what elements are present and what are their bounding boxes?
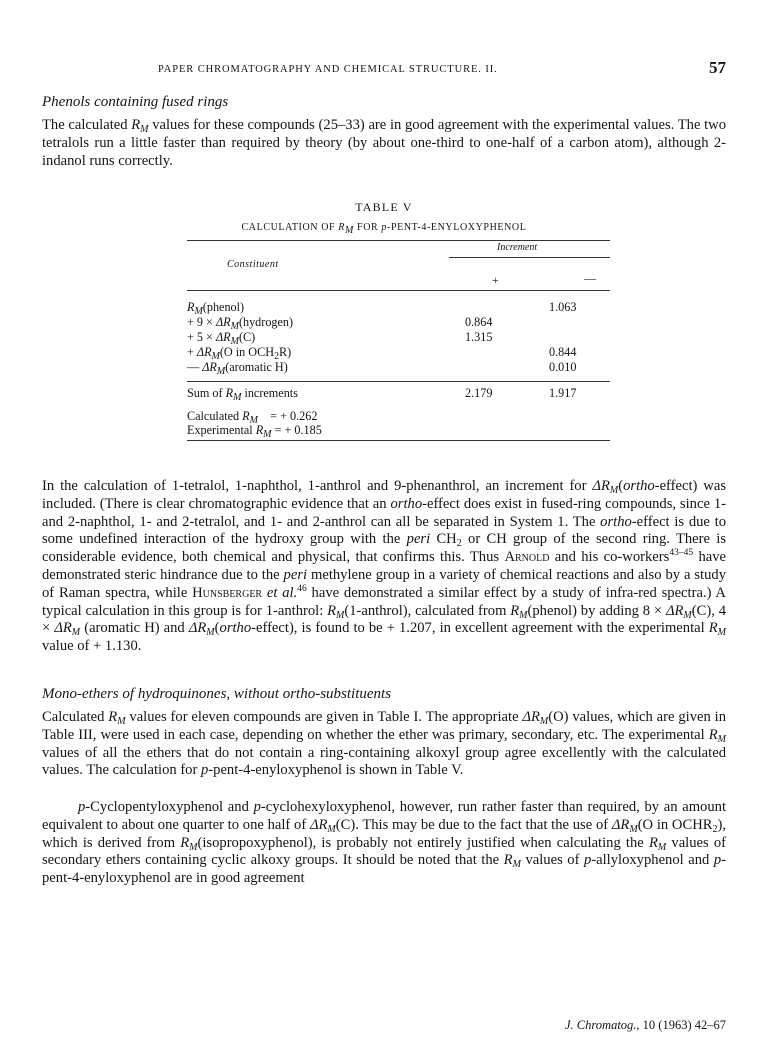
table-sum-rule [187, 381, 610, 382]
table-bottom-rule [187, 440, 610, 441]
table-row: $R_M(phenol)$ 1.063 [187, 300, 577, 317]
table-row-sum: Sum of $R_M$ increments 2.179 1.917 [187, 386, 577, 403]
paragraph-fused-rings: The calculated $R_M$ values for these compounds (25–33) are in good agreement with the experimental values. The two tetralols run a little faster than required by theory (by about one-third to one-half of a carbon atom), although 2-indanol runs correctly. [42, 117, 726, 169]
page [42, 0, 726, 1056]
table-row: + $9 \times \Delta R_M(hydrogen)$ 0.864 [187, 315, 493, 332]
paragraph-cyclic-ethers: p-Cyclopentyloxyphenol and p-cyclohexyloxyphenol, however, run rather faster than required, by an amount equivalent to about one quarter to one half of $\Delta R_M(C)$. This may be due to the fact that the use of $\Delta R_M(O$ in $OCHR_2$), which is derived from $R_M(isopropoxyphenol)$, is probably not entirely justified when calculating the $R_M$ values of secondary ethers containing cyclic alkoxy groups. It should be noted that the $R_M$ values of p-allyloxyphenol and p-pent-4-enyloxyphenol are in good agreement [42, 799, 727, 887]
paragraph-mono-ethers: Calculated $R_M$ values for eleven compounds are given in Table I. The appropriate $\Delta R_M(O)$ values, which are given in Table III, were used in each case, depending on whether the ether was primary, secondary, etc. The experimental $R_M$ values of all the ethers that do not contain a ring-containing alkoxyl group agree excellently with the calculated values. The calculation for p-pent-4-enyloxyphenol is shown in Table V. [42, 709, 726, 779]
column-header-increment: Increment [497, 242, 538, 253]
table-top-rule [187, 240, 610, 241]
table-row: + $\Delta R_M(O$ in $OCH_2R$) 0.844 [187, 345, 577, 362]
increment-rule [449, 257, 610, 258]
running-title: PAPER CHROMATOGRAPHY AND CHEMICAL STRUCTURE. II. [158, 64, 498, 75]
running-header [42, 58, 726, 82]
table-title: TABLE V [355, 200, 413, 214]
table-v [187, 240, 610, 440]
section-heading-fused-rings: Phenols containing fused rings [42, 94, 229, 110]
page-number: 57 [709, 58, 726, 77]
table-header-rule [187, 290, 610, 291]
section-heading-mono-ethers: Mono-ethers of hydroquinones, without ortho-substituents [42, 686, 392, 702]
table-caption: CALCULATION OF $R_M$ FOR p-PENT-4-ENYLOXYPHENOL [241, 222, 527, 236]
journal-footer: J. Chromatog., 10 (1963) 42–67 [565, 1018, 726, 1032]
column-header-minus: — [584, 271, 596, 285]
table-row: — $\Delta R_M(aromatic$ H) 0.010 [187, 360, 577, 377]
table-row: + $5 \times \Delta R_M(C)$ 1.315 [187, 330, 493, 347]
paragraph-ortho-effect: In the calculation of 1-tetralol, 1-naphthol, 1-anthrol and 9-phenanthrol, an increment for $\Delta R_M(ortho-effect)$ was included. (There is clear chromatographic evidence that an ortho-effect does exist in fused-ring compounds, since 1- and 2-naphthol, 1- and 2-tetralol, and 1- and 2-anthrol can all be separated in System 1. The ortho-effect is due to some undefined interaction of the hydroxy group with the peri $CH_2$ or CH group of the second ring. There is considerable evidence, both chemical and physical, that confirms this. Thus Arnold and his co-workers$^{43-45}$ have demonstrated steric hindrance due to the peri methylene group in a variety of chemical reactions and also by a study of Raman spectra, while Hunsberger et al.$^{46}$ have demonstrated a similar effect by a study of infra-red spectra.) A typical calculation in this group is for 1-anthrol: $R_M(1-anthrol)$, calculated from $R_M(phenol)$ by adding $8 \times \Delta R_M(C)$, $4 \times \Delta R_M$ (aromatic H) and $\Delta R_M(ortho-effect)$, is found to be + 1.207, in excellent agreement with the experimental $R_M$ value of + 1.130. [42, 478, 726, 655]
table-row-experimental: Experimental $R_M$ = + 0.185 [187, 423, 322, 440]
column-header-constituent: Constituent [227, 259, 279, 270]
table-row-calculated: Calculated $R_M$ = + 0.262 [187, 409, 318, 426]
column-header-plus: + [492, 273, 499, 287]
